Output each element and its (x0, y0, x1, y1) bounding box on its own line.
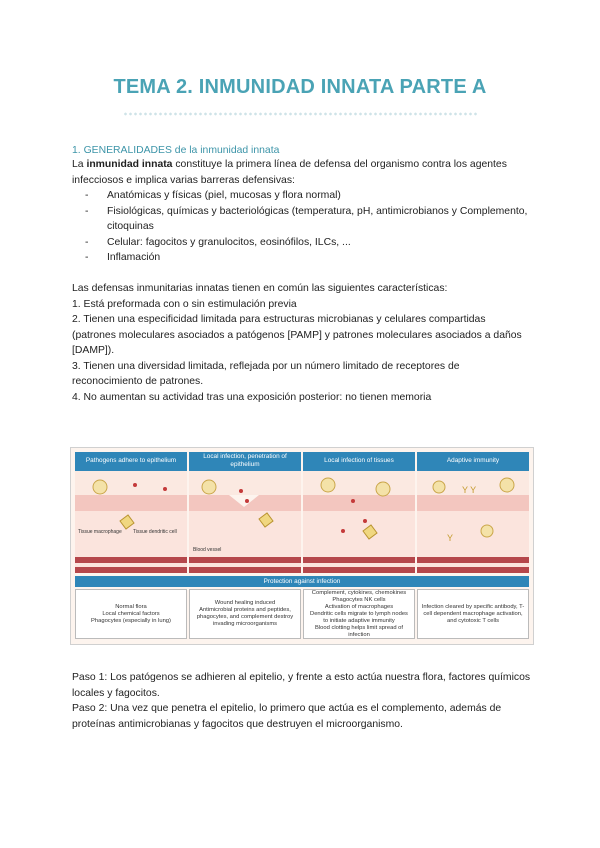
figure-box-3: Complement, cytokines, chemokines Phagocytes NK cells Activation of macrophages Dendritic cells migrate to lymph nodes to initiate adaptive immunity Blood clotting helps limit spread of infection (303, 589, 415, 639)
tissue-dendritic-label: Tissue dendritic cell (133, 529, 177, 535)
panel-illustration-3 (303, 471, 415, 578)
section-rest: de la inmunidad innata (171, 145, 280, 156)
figure-box-1: Normal flora Local chemical factors Phagocytes (especially in lung) (75, 589, 187, 639)
innate-immunity-figure (70, 447, 534, 645)
characteristic-item: 4. No aumentan su actividad tras una exposición posterior: no tienen memoria (72, 391, 432, 403)
figure-panel-3 (303, 452, 415, 578)
figure-panel-2 (189, 452, 301, 578)
characteristic-item: 1. Está preformada con o sin estimulación previa (72, 298, 297, 310)
title-dotted-divider (123, 112, 477, 116)
characteristics-intro: Las defensas inmunitarias innatas tienen en común las siguientes características: (72, 283, 448, 294)
panel-header: Adaptive immunity (417, 452, 529, 471)
panel-illustration-1 (75, 471, 187, 578)
intro-paragraph (72, 157, 532, 188)
svg-text:Y Y: Y Y (462, 485, 477, 495)
figure-box-4: Infection cleared by specific antibody, T-cell dependent macrophage activation, and cytotoxic T cells (417, 589, 529, 639)
section-number: 1. (72, 145, 81, 156)
figure-panel-1 (75, 452, 187, 578)
svg-text:Y: Y (447, 533, 454, 543)
panel-header: Local infection, penetration of epithelium (189, 452, 301, 471)
document-title: TEMA 2. INMUNIDAD INNATA PARTE A (113, 76, 487, 98)
intro-lead: La (72, 159, 87, 170)
figure-box-2: Wound healing induced Antimicrobial proteins and peptides, phagocytes, and complement destroy invading microorganisms (189, 589, 301, 639)
tissue-macrophage-label: Tissue macrophage (78, 529, 122, 535)
characteristics-block (72, 281, 532, 405)
section-main: GENERALIDADES (83, 145, 172, 156)
list-item: - Inflamación (85, 252, 161, 263)
intro-rest: constituye la primera línea de defensa del organismo contra los agentes infecciosos e implica varias barreras defensivas: (72, 159, 507, 186)
list-item: - Anatómicas y físicas (piel, mucosas y flora normal) (85, 190, 341, 201)
step-item: Paso 1: Los patógenos se adhieren al epitelio, y frente a esto actúa nuestra flora, factores químicos locales y fagocitos. (72, 672, 531, 699)
list-item: - Fisiológicas, químicas y bacteriológicas (temperatura, pH, antimicrobianos y Complemento, citoquinas (85, 205, 528, 232)
barriers-list (85, 188, 535, 266)
characteristic-item: 3. Tienen una diversidad limitada, reflejada por un número limitado de receptores de reconocimiento de patrones. (72, 360, 460, 387)
figure-panel-4 (417, 452, 529, 578)
intro-bold: inmunidad innata (86, 159, 173, 170)
panel-illustration-4 (417, 471, 529, 578)
list-item: - Celular: fagocitos y granulocitos, eosinófilos, ILCs, ... (85, 236, 351, 248)
step-item: Paso 2: Una vez que penetra el epitelio, lo primero que actúa es el complemento, además de proteínas antimicrobianas y fagocitos que destruyen el microorganismo. (72, 703, 502, 730)
panel-illustration-2 (189, 471, 301, 578)
blood-vessel-label: Blood vessel (193, 547, 222, 553)
steps-block (72, 670, 532, 732)
protection-bar: Protection against infection (75, 576, 529, 587)
characteristic-item: 2. Tienen una especificidad limitada para estructuras microbianas y celulares compartidas (patrones moleculares asociados a patógenos [PAMP] y patrones moleculares asociados a daños [DAMP]). (72, 314, 522, 356)
panel-header: Local infection of tissues (303, 452, 415, 471)
panel-header: Pathogens adhere to epithelium (75, 452, 187, 471)
